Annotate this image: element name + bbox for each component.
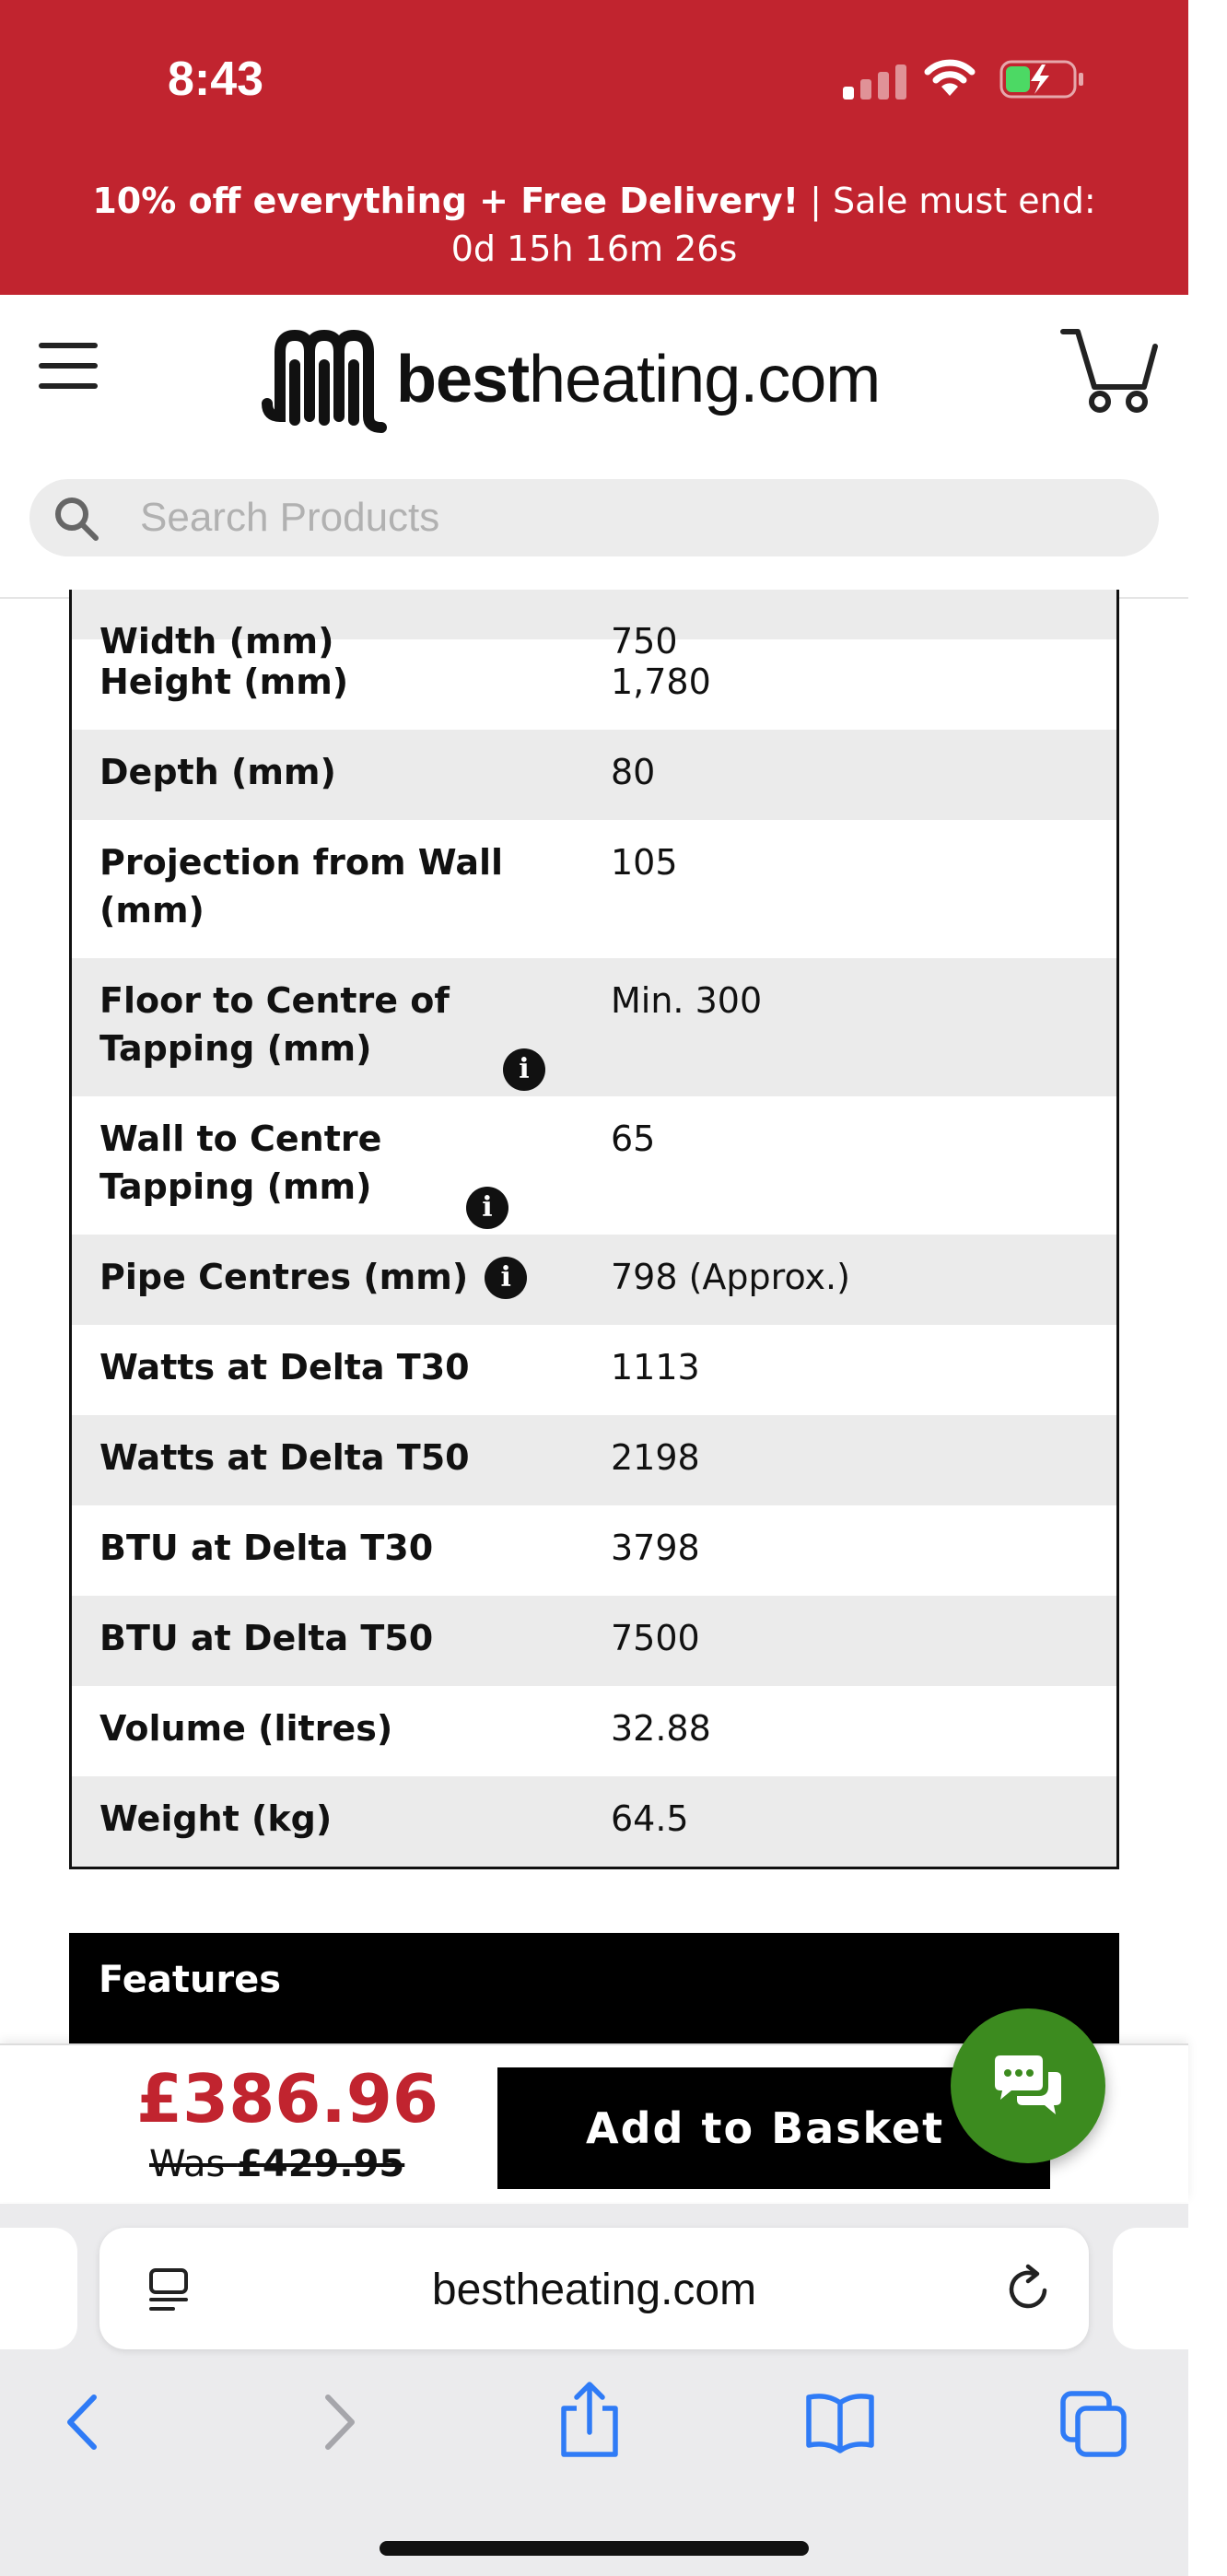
info-icon[interactable]: i (466, 1187, 508, 1229)
spec-value: 750 (611, 621, 678, 662)
table-row (72, 730, 1116, 820)
reload-icon[interactable] (1002, 2263, 1054, 2314)
battery-charging-icon (999, 59, 1084, 100)
table-row (72, 1596, 1116, 1686)
spec-label: Floor to Centre of Tapping (mm) i (99, 977, 611, 1096)
spec-label: BTU at Delta T50 (99, 1618, 434, 1658)
wifi-icon (921, 55, 978, 98)
cellular-signal-icon (843, 64, 906, 100)
spec-value: 65 (611, 1118, 656, 1159)
browser-toolbar (0, 2204, 1188, 2576)
add-to-basket-button[interactable]: Add to Basket (497, 2067, 1050, 2189)
table-row (72, 1686, 1116, 1776)
info-icon[interactable]: i (485, 1257, 527, 1299)
spec-value: 32.88 (611, 1708, 711, 1749)
spec-value: 80 (611, 752, 656, 792)
features-section-header[interactable]: Features (69, 1933, 1119, 2043)
radiator-logo-icon (260, 324, 389, 435)
bookmarks-icon[interactable] (803, 2390, 877, 2454)
logo-wordmark: bestheating.com (396, 343, 881, 416)
spec-value: 7500 (611, 1618, 700, 1658)
status-time: 8:43 (168, 53, 264, 106)
spec-label: BTU at Delta T30 (99, 1528, 434, 1568)
url-domain: bestheating.com (431, 2266, 757, 2314)
spec-label: Pipe Centres (mm) i (99, 1253, 611, 1325)
promo-text (0, 177, 1188, 273)
spec-label: Watts at Delta T50 (99, 1437, 470, 1478)
next-tab-preview[interactable] (1113, 2228, 1227, 2349)
chat-icon (989, 2054, 1067, 2118)
was-price: Was £429.95 (149, 2143, 405, 2185)
spec-label: Volume (litres) (99, 1708, 393, 1749)
spec-label: Projection from Wall (mm) (99, 842, 504, 931)
table-row (72, 1776, 1116, 1867)
spec-label: Weight (kg) (99, 1798, 333, 1839)
spec-value: 105 (611, 842, 678, 883)
search-icon (52, 494, 101, 544)
site-header (0, 295, 1188, 599)
table-row (72, 590, 1116, 662)
info-icon[interactable]: i (503, 1048, 545, 1091)
search-input[interactable] (140, 488, 1116, 547)
table-row (72, 1415, 1116, 1505)
promo-headline: 10% off everything + Free Delivery! (92, 181, 800, 221)
table-row (72, 958, 1116, 1096)
search-bar[interactable] (29, 479, 1159, 556)
spec-value: 64.5 (611, 1798, 689, 1839)
chat-button[interactable] (951, 2008, 1105, 2163)
hamburger-icon[interactable] (39, 343, 98, 389)
back-icon[interactable] (55, 2390, 111, 2454)
address-bar[interactable] (99, 2228, 1089, 2349)
table-row (72, 1096, 1116, 1235)
table-row (72, 1235, 1116, 1325)
spec-value: 1113 (611, 1347, 700, 1388)
spec-label: Height (mm) (99, 662, 349, 702)
browser-nav-row (0, 2381, 1188, 2473)
previous-tab-preview[interactable] (0, 2228, 77, 2349)
table-row (72, 820, 1116, 958)
cart-icon[interactable] (1059, 322, 1161, 415)
promo-sale-ends: | Sale must end: (799, 181, 1096, 221)
tabs-icon[interactable] (1059, 2390, 1129, 2460)
spec-label: Depth (mm) (99, 752, 336, 792)
spec-value: 1,780 (611, 662, 711, 702)
specifications-table (69, 590, 1119, 1869)
forward-icon[interactable] (311, 2390, 367, 2454)
table-row (72, 1325, 1116, 1415)
spec-label: Width (mm) (99, 621, 334, 662)
site-logo[interactable] (260, 324, 880, 435)
promo-countdown: 0d 15h 16m 26s (450, 228, 738, 269)
promo-banner (0, 0, 1188, 295)
current-price: £386.96 (136, 2060, 438, 2137)
spec-label: Wall to Centre Tapping (mm) i (99, 1115, 611, 1235)
spec-value: Min. 300 (611, 980, 763, 1021)
share-icon[interactable] (553, 2381, 626, 2460)
spec-value: 798 (Approx.) (611, 1257, 850, 1297)
spec-value: 3798 (611, 1528, 700, 1568)
home-indicator (380, 2541, 809, 2556)
spec-value: 2198 (611, 1437, 700, 1478)
spec-label: Watts at Delta T30 (99, 1347, 470, 1388)
table-row (72, 1505, 1116, 1596)
